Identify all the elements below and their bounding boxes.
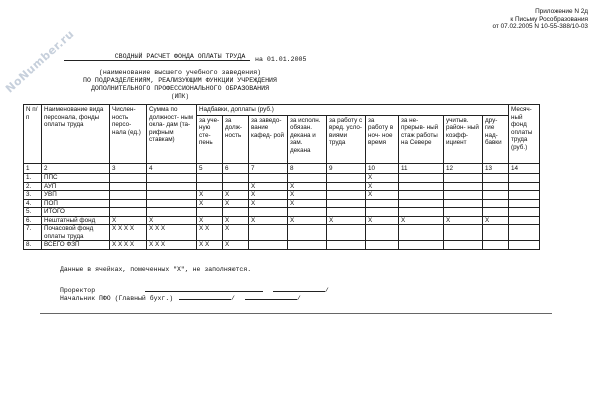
header-name: Наименование вида персонала, фонды оплаты труда <box>42 105 110 164</box>
row-name: ППС <box>42 174 110 183</box>
table-cell <box>366 199 399 208</box>
table-cell: X <box>399 216 444 225</box>
row-name: УВП <box>42 191 110 200</box>
table-cell: X X <box>197 225 223 241</box>
table-cell <box>110 182 147 191</box>
chief-slash-1: / <box>231 295 235 302</box>
row-number: 2. <box>24 182 42 191</box>
rector-sign-line <box>145 285 263 292</box>
subtitle-line-3: (ИПК) <box>170 93 189 100</box>
table-cell <box>444 208 483 217</box>
table-row <box>24 174 540 183</box>
table-cell <box>327 191 366 200</box>
payroll-table <box>23 104 540 250</box>
table-cell <box>483 191 509 200</box>
table-cell <box>509 174 540 183</box>
table-cell: X <box>249 182 288 191</box>
row-name: Почасовой фонд оплаты труда <box>42 225 110 241</box>
date-label: на 01.01.2005 <box>255 56 307 63</box>
table-cell <box>249 174 288 183</box>
table-cell <box>483 199 509 208</box>
table-cell <box>483 182 509 191</box>
table-cell <box>483 208 509 217</box>
appendix-line-2: к Письму Рособразования <box>510 15 588 23</box>
table-cell: X <box>444 216 483 225</box>
chief-name-line <box>245 293 297 300</box>
table-cell <box>444 199 483 208</box>
table-cell: X <box>223 216 249 225</box>
chief-sign-line <box>179 293 231 300</box>
table-cell: X <box>366 182 399 191</box>
table-cell <box>197 174 223 183</box>
table-cell: X <box>288 191 327 200</box>
table-cell <box>197 182 223 191</box>
column-number-1: 1 <box>24 163 42 174</box>
table-cell <box>288 225 327 241</box>
subtitle-line-2: ДОПОЛНИТЕЛЬНОГО ПРОФЕССИОНАЛЬНОГО ОБРАЗОВАНИЯ <box>90 85 270 92</box>
table-cell <box>288 241 327 250</box>
document-title: СВОДНЫЙ РАСЧЕТ ФОНДА ОПЛАТЫ ТРУДА <box>114 53 246 60</box>
table-cell <box>110 199 147 208</box>
header-sub-9: дру- гие над- бавки <box>483 115 509 163</box>
header-row-1 <box>24 105 540 116</box>
table-cell <box>327 174 366 183</box>
column-number-8: 8 <box>288 163 327 174</box>
table-cell <box>249 225 288 241</box>
table-cell: X X X X <box>110 241 147 250</box>
subtitle-line-1: ПО ПОДРАЗДЕЛЕНИЯМ, РЕАЛИЗУЮЩИМ ФУНКЦИИ УЧРЕЖДЕНИЯ <box>83 77 277 84</box>
table-cell <box>509 216 540 225</box>
column-number-row <box>24 163 540 174</box>
table-cell: X <box>249 216 288 225</box>
table-cell <box>509 199 540 208</box>
row-number: 6. <box>24 216 42 225</box>
table-cell: X <box>366 216 399 225</box>
row-name: Нештатный фонд <box>42 216 110 225</box>
column-number-13: 13 <box>483 163 509 174</box>
table-cell <box>110 208 147 217</box>
table-cell <box>444 241 483 250</box>
table-cell <box>288 174 327 183</box>
table-cell <box>399 182 444 191</box>
table-cell: X <box>288 199 327 208</box>
table-cell: X <box>288 216 327 225</box>
table-cell <box>444 174 483 183</box>
header-monthly: Месяч- ный фонд оплаты труда (руб.) <box>509 105 540 164</box>
header-salary: Сумма по должност- ным окла- дам (та- рифным ставкам) <box>147 105 197 164</box>
table-cell <box>147 174 197 183</box>
bottom-divider <box>40 313 552 314</box>
column-number-9: 9 <box>327 163 366 174</box>
column-number-10: 10 <box>366 163 399 174</box>
row-number: 8. <box>24 241 42 250</box>
table-cell <box>327 182 366 191</box>
table-cell <box>509 225 540 241</box>
table-cell: X <box>288 182 327 191</box>
rector-label: Проректор <box>60 287 96 294</box>
table-cell: X <box>249 191 288 200</box>
column-number-5: 5 <box>197 163 223 174</box>
table-row <box>24 216 540 225</box>
table-cell <box>223 208 249 217</box>
table-cell: X X X <box>147 241 197 250</box>
table-cell <box>327 208 366 217</box>
table-cell <box>366 208 399 217</box>
appendix-block <box>492 8 588 31</box>
table-cell: X <box>483 216 509 225</box>
row-name: ИТОГО <box>42 208 110 217</box>
table-cell: X X <box>197 241 223 250</box>
table-cell: X <box>223 191 249 200</box>
table-row <box>24 225 540 241</box>
header-sub-5: за работу с вред. усло- виями труда <box>327 115 366 163</box>
table-cell: X <box>327 216 366 225</box>
table-cell <box>288 208 327 217</box>
table-cell: X <box>147 216 197 225</box>
table-row <box>24 199 540 208</box>
table-cell <box>366 241 399 250</box>
column-number-6: 6 <box>223 163 249 174</box>
table-cell: X <box>197 199 223 208</box>
table-cell <box>223 182 249 191</box>
column-number-7: 7 <box>249 163 288 174</box>
table-cell <box>147 199 197 208</box>
watermark: NoNumber.ru <box>3 27 77 96</box>
row-number: 7. <box>24 225 42 241</box>
table-cell <box>509 182 540 191</box>
table-cell: X X X X <box>110 225 147 241</box>
institution-name-line <box>64 60 250 61</box>
header-sub-2: за долж- ность <box>223 115 249 163</box>
table-cell: X <box>223 241 249 250</box>
header-count: Числен- ность персо- нала (ед.) <box>110 105 147 164</box>
table-cell <box>444 225 483 241</box>
table-cell <box>399 199 444 208</box>
header-sub-3: за заведо- вание кафед- рой <box>249 115 288 163</box>
column-number-4: 4 <box>147 163 197 174</box>
row-number: 1. <box>24 174 42 183</box>
note-text: Данные в ячейках, помеченных "X", не заполняются. <box>60 266 252 273</box>
row-number: 3. <box>24 191 42 200</box>
table-cell <box>147 182 197 191</box>
table-cell <box>483 241 509 250</box>
table-cell: X <box>110 216 147 225</box>
table-cell <box>399 241 444 250</box>
table-row <box>24 191 540 200</box>
table-cell <box>483 174 509 183</box>
header-sub-4: за исполн. обязан. декана и зам. декана <box>288 115 327 163</box>
header-sub-1: за уче- ную сте- пень <box>197 115 223 163</box>
column-number-3: 3 <box>110 163 147 174</box>
appendix-line-3: от 07.02.2005 N 10-55-388/10-03 <box>492 23 588 31</box>
table-cell <box>444 182 483 191</box>
table-cell <box>327 241 366 250</box>
header-sub-8: учитыв. район- ный коэфф- ициент <box>444 115 483 163</box>
table-body <box>24 174 540 250</box>
table-cell <box>147 191 197 200</box>
header-sub-7: за не- прерыв- ный стаж работы на Севере <box>399 115 444 163</box>
row-name: АУП <box>42 182 110 191</box>
table-row <box>24 182 540 191</box>
table-cell <box>197 208 223 217</box>
table-cell: X <box>249 199 288 208</box>
header-no: N п/п <box>24 105 42 164</box>
table-row <box>24 241 540 250</box>
table-cell: X <box>366 191 399 200</box>
table-cell <box>249 208 288 217</box>
column-number-2: 2 <box>42 163 110 174</box>
table-cell: X <box>366 174 399 183</box>
table-cell <box>110 174 147 183</box>
chief-label: Начальник ПФО (Главный бухг.) <box>60 295 174 302</box>
column-number-12: 12 <box>444 163 483 174</box>
row-number: 4. <box>24 199 42 208</box>
table-cell: X <box>223 225 249 241</box>
table-cell <box>399 191 444 200</box>
header-allowances: Надбавки, доплаты (руб.) <box>197 105 509 116</box>
appendix-line-1: Приложение N 2д <box>535 8 588 15</box>
row-name: ПОП <box>42 199 110 208</box>
table-cell <box>399 174 444 183</box>
signature-chief <box>60 293 301 302</box>
rector-slash: / <box>324 287 329 294</box>
row-number: 5. <box>24 208 42 217</box>
table-cell <box>366 225 399 241</box>
column-number-11: 11 <box>399 163 444 174</box>
table-cell <box>509 191 540 200</box>
table-cell <box>223 174 249 183</box>
table-cell: X <box>223 199 249 208</box>
table-cell <box>110 191 147 200</box>
table-cell <box>509 241 540 250</box>
rector-name-line <box>273 285 325 292</box>
table-cell: X <box>197 216 223 225</box>
table-cell <box>147 208 197 217</box>
header-sub-6: за работу в ноч- ное время <box>366 115 399 163</box>
chief-slash-2: / <box>296 295 301 302</box>
table-cell <box>444 191 483 200</box>
table-cell: X X X <box>147 225 197 241</box>
table-cell: X <box>197 191 223 200</box>
table-cell <box>483 225 509 241</box>
row-name: ВСЁГО ФЗП <box>42 241 110 250</box>
column-number-14: 14 <box>509 163 540 174</box>
table-cell <box>327 225 366 241</box>
institution-caption: (наименование высшего учебного заведения) <box>98 69 262 76</box>
table-row <box>24 208 540 217</box>
table-cell <box>327 199 366 208</box>
table-cell <box>399 208 444 217</box>
table-cell <box>399 225 444 241</box>
table-cell <box>509 208 540 217</box>
table-cell <box>249 241 288 250</box>
